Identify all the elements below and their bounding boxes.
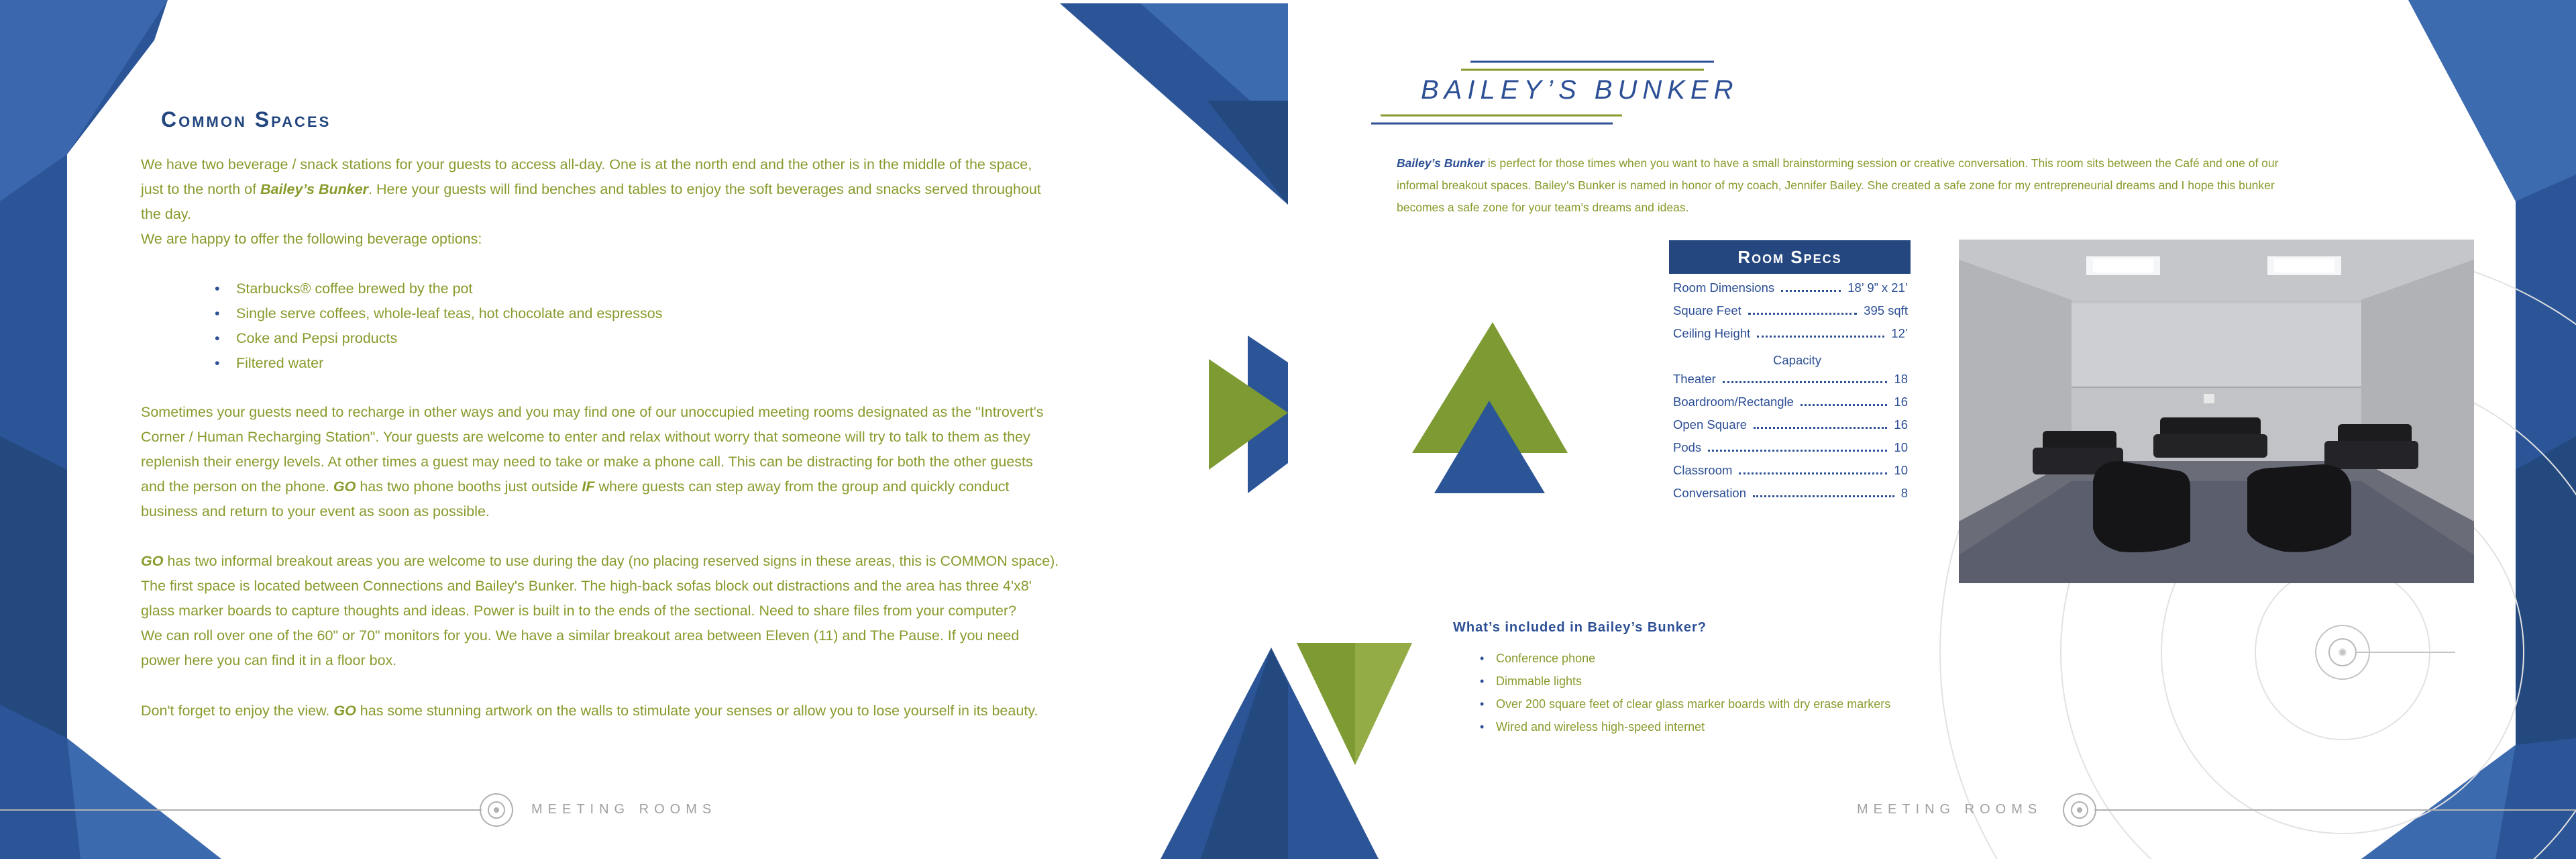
room-specs-table [1673, 281, 1908, 509]
list-item: • Starbucks® coffee brewed by the pot [215, 276, 662, 301]
section-heading: Common Spaces [161, 107, 331, 132]
footer-label: MEETING ROOMS [1857, 802, 2043, 817]
list-item: • Over 200 square feet of clear glass marker boards with dry erase markers [1480, 693, 1890, 715]
included-heading: What’s included in Bailey’s Bunker? [1453, 620, 1707, 635]
spec-row: Room Dimensions 18’ 9” x 21’ [1673, 281, 1908, 295]
text-line: glass marker boards to capture thoughts and ideas. Power is built in to the ends of the sectional. Need to share files from your computer? [141, 603, 1017, 619]
page-title: BAILEY’S BUNKER [1421, 75, 1739, 105]
capacity-label: Capacity [1773, 353, 1821, 367]
text-line: the day. [141, 206, 191, 222]
text-line: We can roll over one of the 60" or 70" monitors for you. We have a similar breakout area between Eleven (11) and The Pause. If you need [141, 627, 1020, 644]
beverage-list [215, 276, 662, 376]
top-triangle-facet [1208, 101, 1288, 205]
room-photo [1959, 240, 2474, 583]
right-edge-facet [2361, 745, 2516, 859]
included-list [1480, 647, 1890, 738]
text-line: Bailey’s Bunker is perfect for those times when you want to have a small brainstorming session or creative conversation. This room sits between the Café and one of our [1397, 156, 2279, 170]
text-line: and the person on the phone. GO has two phone booths just outside IF where guests can step away from the group and quickly conduct [141, 478, 1010, 495]
list-item: • Dimmable lights [1480, 670, 1890, 693]
text-line: The first space is located between Connections and Bailey's Bunker. The high-back sofas block out distractions and the area has three 4'x8' [141, 578, 1032, 594]
text-line: power here you can find it in a floor box. [141, 652, 397, 668]
bottom-triangle-green-facet [1355, 643, 1412, 765]
text-line: informal breakout spaces. Bailey’s Bunker is named in honor of my coach, Jennifer Bailey. She created a safe zone for my entrepreneurial dreams and I hope this bunker [1397, 179, 2275, 192]
list-item: • Conference phone [1480, 647, 1890, 670]
left-edge-facet [0, 436, 67, 738]
text-line: We have two beverage / snack stations for your guests to access all-day. One is at the north end and the other is in the middle of the space, [141, 156, 1032, 172]
spec-row: Conversation 8 [1673, 486, 1908, 500]
text-line: We are happy to offer the following beverage options: [141, 231, 482, 247]
spec-row: Boardroom/Rectangle 16 [1673, 395, 1908, 409]
beverage-paragraph [141, 152, 1167, 252]
list-item: • Coke and Pepsi products [215, 326, 662, 351]
text-line: Don't forget to enjoy the view. GO has some stunning artwork on the walls to stimulate your senses or allow you to lose yourself in its beauty. [141, 703, 1038, 719]
list-item: • Single serve coffees, whole-leaf teas, hot chocolate and espressos [215, 301, 662, 326]
text-line: Sometimes your guests need to recharge in other ways and you may find one of our unoccupied meeting rooms designated as the "Introvert's [141, 404, 1044, 420]
breakout-paragraph [141, 549, 1167, 673]
text-line: Corner / Human Recharging Station". Your guests are welcome to enter and relax without worry that someone will try to talk to them as they [141, 429, 1030, 445]
text-line: GO has two informal breakout areas you are welcome to use during the day (no placing reserved signs in these areas, this is COMMON space). [141, 553, 1059, 569]
spec-row: Pods 10 [1673, 440, 1908, 454]
view-paragraph [141, 699, 1167, 723]
intro-paragraph [1397, 152, 2443, 219]
list-item: • Wired and wireless high-speed internet [1480, 715, 1890, 738]
bottom-triangle-facet [1201, 648, 1288, 859]
spec-row: Classroom 10 [1673, 463, 1908, 477]
spec-row: Ceiling Height 12’ [1673, 326, 1908, 340]
spec-row: Theater 18 [1673, 372, 1908, 386]
text-line: becomes a safe zone for your team’s dreams and ideas. [1397, 201, 1689, 214]
text-line: just to the north of Bailey’s Bunker. Here your guests will find benches and tables to enjoy the soft beverages and snacks served throughout [141, 181, 1041, 197]
left-edge-facet [67, 738, 221, 859]
spec-row: Open Square 16 [1673, 417, 1908, 432]
text-line: business and return to your event as soon as possible. [141, 503, 490, 519]
room-specs-header: Room Specs [1669, 240, 1911, 274]
recharge-paragraph [141, 400, 1167, 524]
footer-label: MEETING ROOMS [531, 802, 717, 817]
spec-row: Square Feet 395 sqft [1673, 303, 1908, 317]
text-line: replenish their energy levels. At other times a guest may need to take or make a phone call. This can be distracting for both the other guests [141, 454, 1033, 470]
list-item: • Filtered water [215, 351, 662, 376]
